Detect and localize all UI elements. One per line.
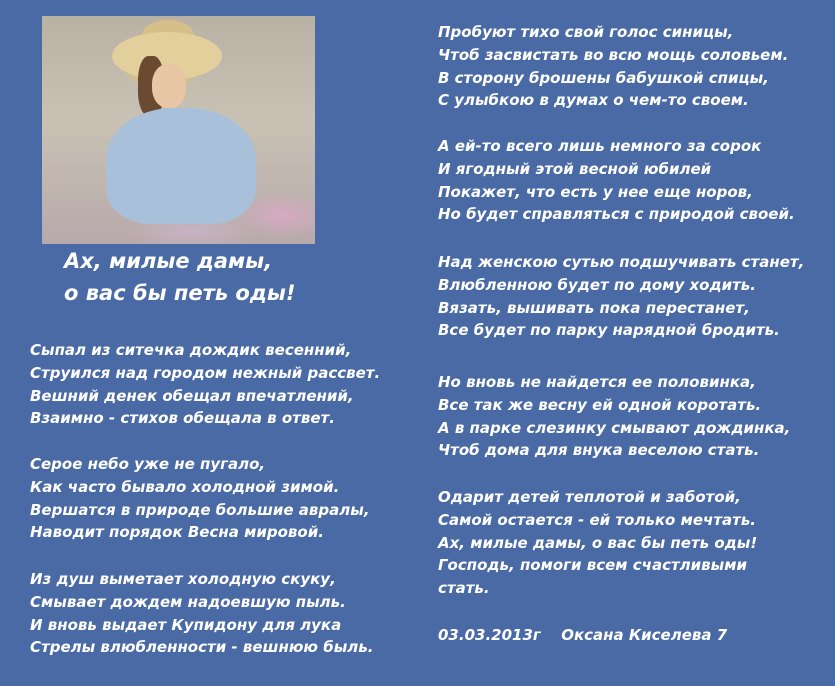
poem-subtitle: Ах, милые дамы, о вас бы петь оды! bbox=[64, 249, 296, 305]
poem-stanza-right-2: А ей-то всего лишь немного за сорок И ягодный этой весной юбилей Покажет, что есть у нее еще норов, Но будет справляться с природой своей. bbox=[438, 137, 795, 224]
poem-date: 03.03.2013г bbox=[438, 626, 541, 644]
illustration-image bbox=[42, 16, 315, 244]
poem-stanza-left-2: Серое небо уже не пугало, Как часто бывало холодной зимой. Вершатся в природе большие авралы, Наводит порядок Весна мировой. bbox=[30, 455, 370, 542]
poem-stanza-left-3: Из душ выметает холодную скуку, Смывает дождем надоевшую пыль. И вновь выдает Купидону для лука Стрелы влюбленности - вешнюю быль. bbox=[30, 570, 374, 657]
poem-stanza-right-1: Пробуют тихо свой голос синицы, Чтоб засвистать во всю мощь соловьем. В сторону брошены бабушкой спицы, С улыбкою в думах о чем-то своем. bbox=[438, 23, 789, 110]
dress-shape bbox=[106, 108, 256, 224]
poem-stanza-left-1: Сыпал из ситечка дождик весенний, Струился над городом нежный рассвет. Вешний денек обещал впечатлений, Взаимно - стихов обещала в ответ. bbox=[30, 341, 381, 428]
face-shape bbox=[152, 64, 186, 108]
signature-line bbox=[438, 626, 727, 644]
poem-stanza-right-3: Над женскою сутью подшучивать станет, Влюбленною будет по дому ходить. Вязать, вышивать пока перестанет, Все будет по парку нарядной бродить. bbox=[438, 253, 805, 340]
poem-stanza-right-5: Одарит детей теплотой и заботой, Самой остается - ей только мечтать. Ах, милые дамы, о вас бы петь оды! Господь, помоги всем счастливыми стать. bbox=[438, 488, 758, 598]
poem-stanza-right-4: Но вновь не найдется ее половинка, Все так же весну ей одной коротать. А в парке слезинку смывают дождинка, Чтоб дома для внука веселою стать. bbox=[438, 373, 791, 460]
poem-author: Оксана Киселева 7 bbox=[561, 626, 728, 644]
